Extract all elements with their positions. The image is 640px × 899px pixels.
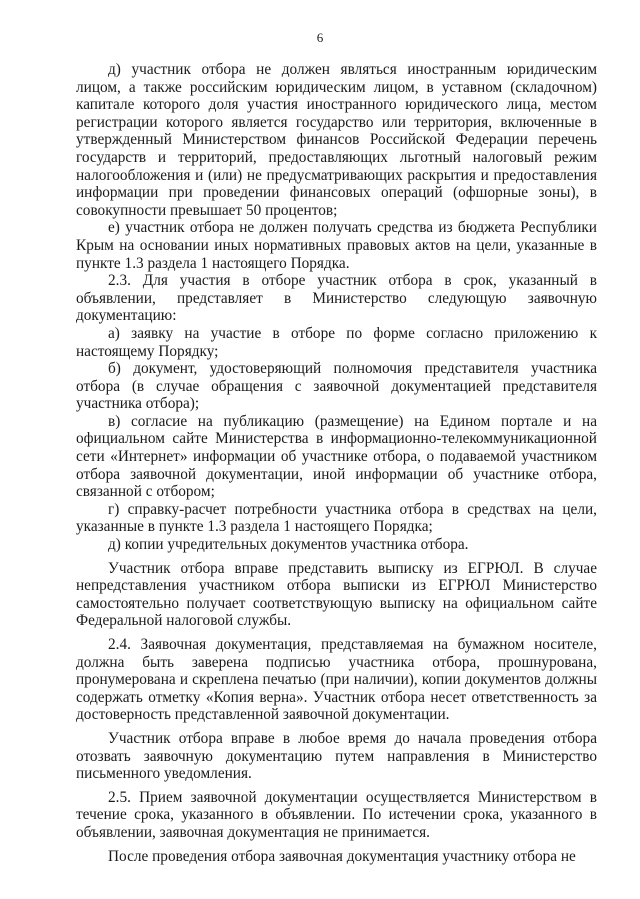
paragraph-after-selection: После проведения отбора заявочная документация участнику отбора не (108, 847, 576, 865)
paragraph-2-3: 2.3. Для участия в отборе участник отбора в срок, указанный в объявлении, представляет в Министерство следующую заявочную документацию: (76, 272, 597, 325)
page-number: 6 (316, 30, 324, 45)
paragraph-no-budget-funds: е) участник отбора не должен получать средства из бюджета Республики Крым на основании иных нормативных правовых актов на цели, указанные в пункте 1.3 раздела 1 настоящего Порядка. (76, 219, 597, 272)
paragraph-item-g: г) справку-расчет потребности участника отбора в средствах на цели, указанные в пункте 1.3 раздела 1 настоящего Порядка; (76, 500, 597, 536)
document-body (76, 61, 597, 865)
paragraph-2-4: 2.4. Заявочная документация, представляемая на бумажном носителе, должна быть заверена подписью участника отбора, прошнурована, пронумерована и скреплена печатью (при наличии), копии документов должны содержать отметку «Копия верна». Участник отбора несет ответственность за достоверность представленной заявочной документации. (76, 636, 597, 724)
paragraph-egrul: Участник отбора вправе представить выписку из ЕГРЮЛ. В случае непредставления участником отбора выписки из ЕГРЮЛ Министерство самостоятельно получает соответствующую выписку на официальном сайте Федеральной налоговой службы. (76, 559, 597, 630)
paragraph-item-d: д) копии учредительных документов участника отбора. (108, 536, 469, 554)
paragraph-foreign-entity: д) участник отбора не должен являться иностранным юридическим лицом, а также российским юридическим лицом, в уставном (складочном) капитале которого доля участия иностранного юридического лица, местом регистрации которого является государство или территория, включенные в утвержденный Министерством финансов Российской Федерации перечень государств и территорий, предоставляющих льготный налоговый режим налогообложения и (или) не предусматривающих раскрытия и предоставления информации при проведении финансовых операций (офшорные зоны), в совокупности превышает 50 процентов; (76, 61, 597, 219)
paragraph-2-5: 2.5. Прием заявочной документации осуществляется Министерством в течение срока, указанного в объявлении. По истечении срока, указанного в объявлении, заявочная документация не принимается. (76, 788, 597, 841)
paragraph-withdrawal: Участник отбора вправе в любое время до начала проведения отбора отозвать заявочную документацию путем направления в Министерство письменного уведомления. (76, 729, 597, 783)
paragraph-item-a: а) заявку на участие в отборе по форме согласно приложению к настоящему Порядку; (76, 324, 597, 360)
paragraph-item-b: б) документ, удостоверяющий полномочия представителя участника отбора (в случае обращения с заявочной документацией представителя участника отбора); (76, 360, 597, 413)
paragraph-item-v: в) согласие на публикацию (размещение) на Едином портале и на официальном сайте Министерства в информационно-телекоммуникационной сети «Интернет» информации об участнике отбора, о подаваемой участником отбора заявочной документации, иной информации об участнике отбора, связанной с отбором; (76, 412, 597, 501)
